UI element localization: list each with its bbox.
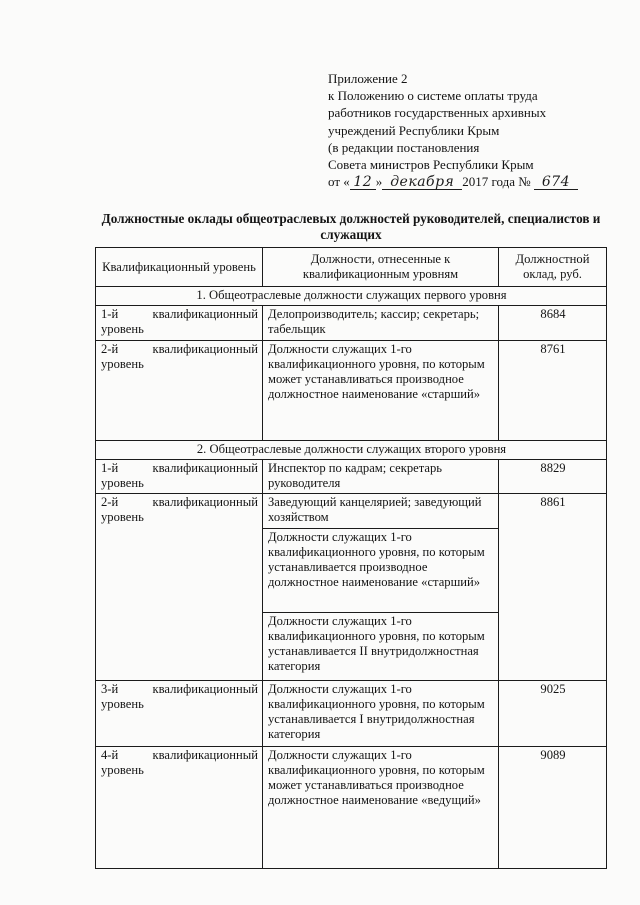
positions-cell: Заведующий канцелярией; заведующий хозяйством	[263, 494, 499, 528]
positions-cell: Должности служащих 1-го квалификационного уровня, по которым может устанавливаться производное должностное наименование «старший»	[263, 340, 499, 440]
level-cell: 2-й квалификационный уровень	[96, 494, 263, 680]
section-title: 2. Общеотраслевые должности служащих второго уровня	[96, 440, 607, 459]
date-line	[328, 173, 628, 190]
level-cell: 1-й квалификационный уровень	[96, 459, 263, 493]
level-cell: 2-й квалификационный уровень	[96, 340, 263, 440]
table-row	[96, 680, 607, 746]
level-cell: 4-й квалификационный уровень	[96, 746, 263, 868]
handwritten-number: 674	[534, 175, 578, 190]
date-prefix: от «	[328, 174, 350, 190]
section-row	[96, 440, 607, 459]
date-year: 2017 года №	[462, 174, 531, 190]
level-cell: 3-й квалификационный уровень	[96, 680, 263, 746]
positions-cell: Должности служащих 1-го квалификационного уровня, по которым может устанавливаться производное должностное наименование «ведущий»	[263, 746, 499, 868]
column-header: Должности, отнесенные к квалификационным уровням	[263, 248, 499, 287]
salary-cell: 8861	[499, 494, 607, 680]
positions-cell: Должности служащих 1-го квалификационного уровня, по которым устанавливается производное должностное наименование «старший»	[263, 528, 499, 612]
table-row	[96, 494, 607, 528]
header-line: учреждений Республики Крым	[328, 122, 500, 138]
salary-cell: 8761	[499, 340, 607, 440]
header-line: Приложение 2	[328, 71, 408, 86]
table-row	[96, 459, 607, 493]
handwritten-month: декабря	[382, 175, 462, 190]
section-title: 1. Общеотраслевые должности служащих первого уровня	[96, 287, 607, 306]
positions-cell: Инспектор по кадрам; секретарь руководителя	[263, 459, 499, 493]
salary-cell: 8829	[499, 459, 607, 493]
header-line: (в редакции постановления	[328, 139, 480, 155]
column-header: Должностной оклад, руб.	[499, 248, 607, 287]
header-line: работников государственных архивных	[328, 105, 547, 121]
table-row	[96, 340, 607, 440]
header-line: к Положению о системе оплаты труда	[328, 88, 538, 104]
table-header-row	[96, 248, 607, 287]
column-header: Квалификационный уровень	[96, 248, 263, 287]
handwritten-day: 12	[350, 175, 376, 190]
salary-cell: 9089	[499, 746, 607, 868]
positions-cell: Должности служащих 1-го квалификационного уровня, по которым устанавливается I внутридолжностная категория	[263, 680, 499, 746]
table-row	[96, 746, 607, 868]
table-row	[96, 306, 607, 340]
positions-cell: Должности служащих 1-го квалификационного уровня, по которым устанавливается II внутридолжностная категория	[263, 612, 499, 680]
appendix-header	[328, 70, 628, 190]
header-line: Совета министров Республики Крым	[328, 157, 534, 173]
positions-cell: Делопроизводитель; кассир; секретарь; табельщик	[263, 306, 499, 340]
section-row	[96, 287, 607, 306]
salary-table	[95, 247, 607, 869]
level-cell: 1-й квалификационный уровень	[96, 306, 263, 340]
salary-cell: 8684	[499, 306, 607, 340]
salary-cell: 9025	[499, 680, 607, 746]
page-title: Должностные оклады общеотраслевых должностей руководителей, специалистов и служащих	[101, 211, 601, 242]
date-quote: »	[375, 174, 383, 190]
